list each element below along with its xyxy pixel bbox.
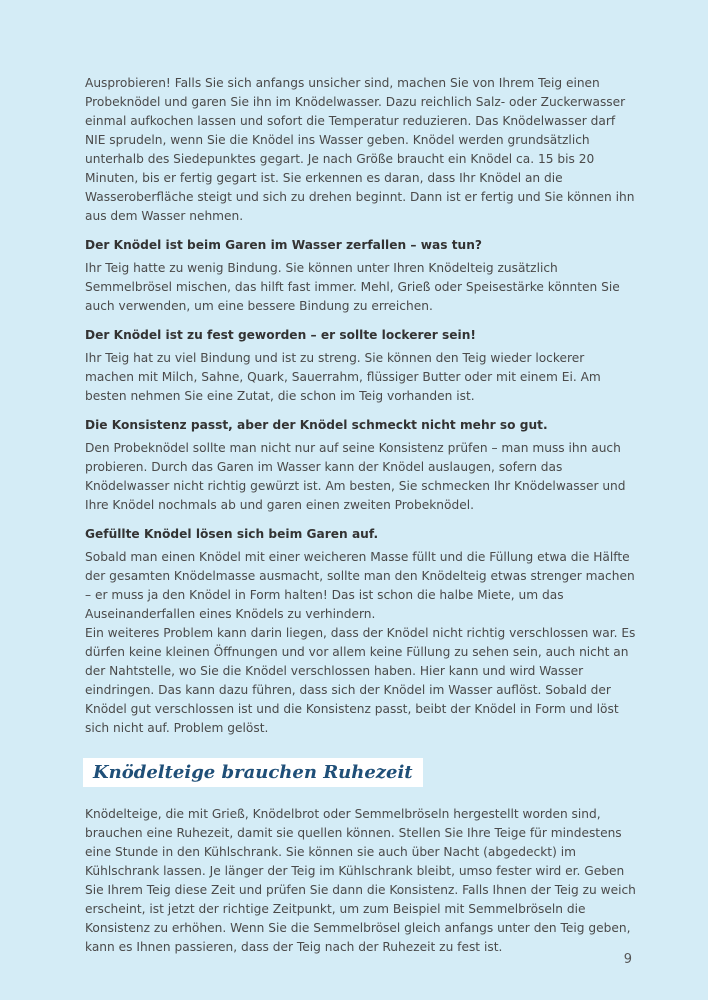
answer-paragraph-2: Ihr Teig hat zu viel Bindung und ist zu streng. Sie können den Teig wieder lockerer machen mit Milch, Sahne, Quark, Sauerrahm, flüssiger Butter oder mit einem Ei. Am besten nehmen Sie eine Zutat, die schon im Teig vorhanden ist. xyxy=(85,351,601,403)
answer-paragraph-4a: Sobald man einen Knödel mit einer weicheren Masse füllt und die Füllung etwa die Hälfte der gesamten Knödelmasse ausmacht, sollte man den Knödelteig etwas strenger machen – er muss ja den Knödel in Form halten! Das ist schon die halbe Miete, um das Auseinanderfallen eines Knödels zu verhindern. xyxy=(85,550,635,621)
question-heading-2: Der Knödel ist zu fest geworden – er sollte lockerer sein! xyxy=(85,328,476,342)
intro-paragraph: Ausprobieren! Falls Sie sich anfangs unsicher sind, machen Sie von Ihrem Teig einen Probeknödel und garen Sie ihn im Knödelwasser. Dazu reichlich Salz- oder Zuckerwasser einmal aufkochen lassen und sofort die Temperatur reduzieren. Das Knödelwasser darf NIE sprudeln, wenn Sie die Knödel ins Wasser geben. Knödel werden grundsätzlich unterhalb des Siedepunktes gegart. Je nach Größe braucht ein Knödel ca. 15 bis 20 Minuten, bis er fertig gegart ist. Sie erkennen es daran, dass Ihr Knödel an die Wasseroberfläche steigt und sich zu drehen beginnt. Dann ist er fertig und Sie können ihn aus dem Wasser nehmen. xyxy=(85,76,635,223)
question-heading-3: Die Konsistenz passt, aber der Knödel schmeckt nicht mehr so gut. xyxy=(85,418,548,432)
answer-paragraph-3: Den Probeknödel sollte man nicht nur auf seine Konsistenz prüfen – man muss ihn auch probieren. Durch das Garen im Wasser kann der Knödel auslaugen, sofern das Knödelwasser nicht richtig gewürzt ist. Am besten, Sie schmecken Ihr Knödelwasser und Ihre Knödel nochmals ab und garen einen zweiten Probeknödel. xyxy=(85,441,626,512)
section-title: Knödelteige brauchen Ruhezeit xyxy=(83,758,423,787)
question-heading-1: Der Knödel ist beim Garen im Wasser zerfallen – was tun? xyxy=(85,238,482,252)
question-heading-4: Gefüllte Knödel lösen sich beim Garen auf. xyxy=(85,527,379,541)
page-content xyxy=(85,74,637,967)
answer-paragraph-4b: Ein weiteres Problem kann darin liegen, dass der Knödel nicht richtig verschlossen war. Es dürfen keine kleinen Öffnungen und vor allem keine Füllung zu sehen sein, auch nicht an der Nahtstelle, wo Sie die Knödel verschlossen haben. Hier kann und wird Wasser eindringen. Das kann dazu führen, dass sich der Knödel im Wasser auflöst. Sobald der Knödel gut verschlossen ist und die Konsistenz passt, beibt der Knödel in Form und löst sich nicht auf. Problem gelöst. xyxy=(85,626,636,735)
answer-paragraph-1: Ihr Teig hatte zu wenig Bindung. Sie können unter Ihren Knödelteig zusätzlich Semmelbrösel mischen, das hilft fast immer. Mehl, Grieß oder Speisestärke könnten Sie auch verwenden, um eine bessere Bindung zu erreichen. xyxy=(85,261,620,313)
section-paragraph: Knödelteige, die mit Grieß, Knödelbrot oder Semmelbröseln hergestellt worden sind, brauchen eine Ruhezeit, damit sie quellen können. Stellen Sie Ihre Teige für mindestens eine Stunde in den Kühlschrank. Sie können sie auch über Nacht (abgedeckt) im Kühlschrank lassen. Je länger der Teig im Kühlschrank bleibt, umso fester wird er. Geben Sie Ihrem Teig diese Zeit und prüfen Sie dann die Konsistenz. Falls Ihnen der Teig zu weich erscheint, ist jetzt der richtige Zeitpunkt, um zum Beispiel mit Semmelbröseln die Konsistenz zu erhöhen. Wenn Sie die Semmelbrösel gleich anfangs unter den Teig geben, kann es Ihnen passieren, dass der Teig nach der Ruhezeit zu fest ist. xyxy=(85,807,636,954)
page-number: 9 xyxy=(623,952,632,967)
